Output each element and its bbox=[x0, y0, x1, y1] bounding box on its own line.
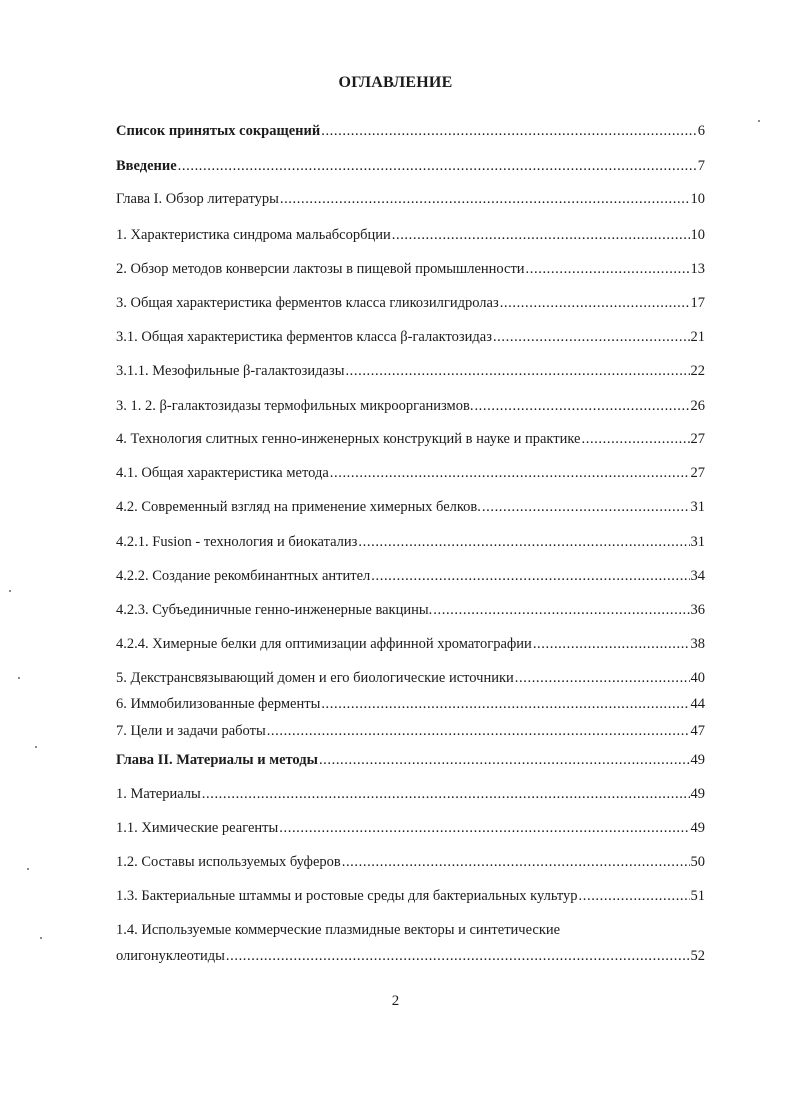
toc-entry-page: 49 bbox=[690, 820, 705, 836]
dot-leader bbox=[321, 121, 697, 141]
toc-entry[interactable] bbox=[116, 463, 705, 483]
dot-leader bbox=[280, 189, 690, 209]
toc-entry-label: 1.2. Составы используемых буферов bbox=[116, 854, 341, 870]
toc-entry-page: 34 bbox=[690, 568, 705, 584]
toc-entry-page: 49 bbox=[690, 786, 705, 802]
toc-entry[interactable] bbox=[116, 750, 705, 770]
toc-entry-page: 17 bbox=[690, 295, 705, 311]
dot-leader bbox=[371, 566, 689, 586]
dot-leader bbox=[267, 721, 690, 741]
toc-entry-label: 5. Декстрансвязывающий домен и его биологические источники bbox=[116, 670, 514, 686]
dot-leader bbox=[178, 156, 697, 176]
dot-leader bbox=[202, 784, 690, 804]
toc-entry-page: 7 bbox=[697, 158, 705, 174]
toc-entry-page: 44 bbox=[690, 696, 705, 712]
dot-leader bbox=[515, 668, 690, 688]
toc-entry[interactable] bbox=[116, 396, 705, 416]
toc-entry[interactable] bbox=[116, 886, 705, 906]
toc-entry-label: Глава I. Обзор литературы bbox=[116, 191, 279, 207]
toc-entry-label: олигонуклеотиды bbox=[116, 948, 225, 964]
toc-entry[interactable] bbox=[116, 784, 705, 804]
dot-leader bbox=[226, 946, 690, 966]
toc-entry-label: 2. Обзор методов конверсии лактозы в пищевой промышленности bbox=[116, 261, 525, 277]
toc-entry[interactable] bbox=[116, 852, 705, 872]
toc-entry-label: Введение bbox=[116, 158, 177, 174]
dot-leader bbox=[345, 361, 689, 381]
toc-entry-label: 3.1. Общая характеристика ферментов класса β-галактозидаз bbox=[116, 329, 492, 345]
page-number: 2 bbox=[391, 993, 400, 1009]
toc-entry-page: 47 bbox=[690, 723, 705, 739]
toc-entry-label: 4.2.2. Создание рекомбинантных антител bbox=[116, 568, 371, 584]
scan-speck bbox=[27, 868, 29, 870]
dot-leader bbox=[582, 429, 690, 449]
toc-entry-page: 52 bbox=[690, 948, 705, 964]
toc-entry-label: 6. Иммобилизованные ферменты bbox=[116, 696, 321, 712]
dot-leader bbox=[433, 600, 689, 620]
toc-entry-page: 22 bbox=[690, 363, 705, 379]
toc-entry-page: 40 bbox=[690, 670, 705, 686]
dot-leader bbox=[474, 396, 689, 416]
toc-entry[interactable] bbox=[116, 121, 705, 141]
toc-entry-wrapped-first-line[interactable]: 1.4. Используемые коммерческие плазмидные векторы и синтетические bbox=[116, 922, 561, 938]
dot-leader bbox=[482, 497, 690, 517]
toc-entry[interactable] bbox=[116, 259, 705, 279]
toc-entry-label: 4.2. Современный взгляд на применение химерных белков. bbox=[116, 499, 481, 515]
toc-entry[interactable] bbox=[116, 189, 705, 209]
toc-entry[interactable] bbox=[116, 694, 705, 714]
toc-entry-label: 4.2.3. Субъединичные генно-инженерные вакцины. bbox=[116, 602, 433, 618]
toc-entry-label: Глава II. Материалы и методы bbox=[116, 752, 318, 768]
toc-entry-label: 1. Характеристика синдрома мальабсорбции bbox=[116, 227, 391, 243]
toc-entry[interactable] bbox=[116, 225, 705, 245]
scan-speck bbox=[758, 120, 760, 122]
dot-leader bbox=[358, 532, 689, 552]
toc-entry-label: 7. Цели и задачи работы bbox=[116, 723, 266, 739]
toc-entry-page: 6 bbox=[697, 123, 705, 139]
dot-leader bbox=[500, 293, 690, 313]
toc-entry[interactable] bbox=[116, 156, 705, 176]
toc-entry-page: 27 bbox=[690, 431, 705, 447]
toc-entry-label: 4.2.1. Fusion - технология и биокатализ bbox=[116, 534, 358, 550]
dot-leader bbox=[392, 225, 690, 245]
dot-leader bbox=[533, 634, 690, 654]
toc-entry[interactable] bbox=[116, 293, 705, 313]
toc-entry-label: 1.3. Бактериальные штаммы и ростовые среды для бактериальных культур bbox=[116, 888, 578, 904]
toc-entry-label: Список принятых сокращений bbox=[116, 123, 321, 139]
toc-entry-page: 31 bbox=[690, 534, 705, 550]
scan-speck bbox=[35, 746, 37, 748]
toc-entry-label: 4. Технология слитных генно-инженерных конструкций в науке и практике bbox=[116, 431, 581, 447]
toc-entry-page: 21 bbox=[690, 329, 705, 345]
dot-leader bbox=[342, 852, 690, 872]
toc-entry[interactable] bbox=[116, 634, 705, 654]
toc-entry[interactable] bbox=[116, 497, 705, 517]
dot-leader bbox=[493, 327, 690, 347]
toc-entry-page: 31 bbox=[690, 499, 705, 515]
toc-entry-page: 13 bbox=[690, 261, 705, 277]
toc-entry-page: 50 bbox=[690, 854, 705, 870]
toc-entry-page: 49 bbox=[690, 752, 705, 768]
scan-speck bbox=[9, 590, 11, 592]
toc-entry[interactable] bbox=[116, 600, 705, 620]
dot-leader bbox=[321, 694, 689, 714]
toc-entry-label: 4.1. Общая характеристика метода bbox=[116, 465, 329, 481]
toc-entry-label: 1.1. Химические реагенты bbox=[116, 820, 279, 836]
toc-entry[interactable] bbox=[116, 361, 705, 381]
dot-leader bbox=[279, 818, 689, 838]
page-title: ОГЛАВЛЕНИЕ bbox=[338, 74, 453, 91]
toc-entry[interactable] bbox=[116, 327, 705, 347]
toc-entry-page: 10 bbox=[690, 191, 705, 207]
toc-entry-label: 3. Общая характеристика ферментов класса гликозилгидролаз bbox=[116, 295, 499, 311]
toc-entry[interactable] bbox=[116, 668, 705, 688]
toc-entry-page: 26 bbox=[690, 398, 705, 414]
toc-entry-label: 3.1.1. Мезофильные β-галактозидазы bbox=[116, 363, 345, 379]
toc-entry-page: 27 bbox=[690, 465, 705, 481]
scan-speck bbox=[18, 677, 20, 679]
toc-entry-page: 10 bbox=[690, 227, 705, 243]
toc-entry-wrapped-second-line[interactable] bbox=[116, 946, 705, 966]
scan-speck bbox=[40, 937, 42, 939]
dot-leader bbox=[526, 259, 690, 279]
toc-entry-label: 3. 1. 2. β-галактозидазы термофильных микроорганизмов. bbox=[116, 398, 474, 414]
dot-leader bbox=[319, 750, 690, 770]
toc-entry-page: 36 bbox=[690, 602, 705, 618]
dot-leader bbox=[579, 886, 690, 906]
toc-entry[interactable] bbox=[116, 532, 705, 552]
toc-entry-label: 1. Материалы bbox=[116, 786, 201, 802]
toc-entry[interactable] bbox=[116, 566, 705, 586]
toc-entry[interactable] bbox=[116, 721, 705, 741]
toc-entry[interactable] bbox=[116, 429, 705, 449]
toc-entry-page: 51 bbox=[690, 888, 705, 904]
toc-entry-label: 4.2.4. Химерные белки для оптимизации аффинной хроматографии bbox=[116, 636, 532, 652]
toc-entry[interactable] bbox=[116, 818, 705, 838]
toc-entry-page: 38 bbox=[690, 636, 705, 652]
dot-leader bbox=[330, 463, 690, 483]
